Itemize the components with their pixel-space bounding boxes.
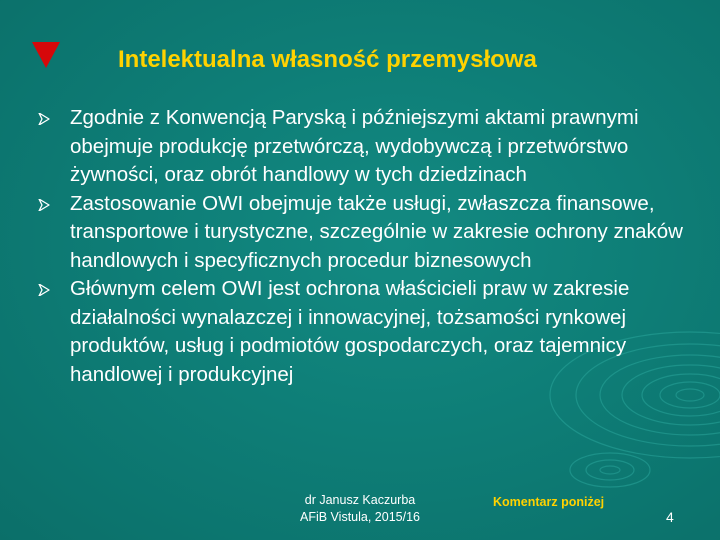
bullet-item (38, 275, 698, 389)
bullet-text: Zgodnie z Konwencją Paryską i późniejszymi aktami prawnymi obejmuje produkcję przetwórczą, wydobywczą i przetwórstwo żywności, oraz obrót handlowy w tych dziedzinach (70, 106, 639, 186)
page-number: 4 (666, 509, 674, 525)
bullet-text: Zastosowanie OWI obejmuje także usługi, zwłaszcza finansowe, transportowe i turystyczne, szczególnie w zakresie ochrony znaków handlowych i specyficznych procedur biznesowych (70, 191, 683, 272)
arrowhead-right-icon (38, 284, 50, 296)
triangle-down-icon (32, 42, 60, 68)
arrowhead-right-icon (38, 113, 50, 125)
slide-title: Intelektualna własność przemysłowa (118, 46, 537, 73)
bullet-list (38, 104, 698, 389)
bullet-text: Głównym celem OWI jest ochrona właścicieli praw w zakresie działalności wynalazczej i innowacyjnej, tożsamości rynkowej produktów, usług i podmiotów gospodarczych, oraz tajemnicy handlowej i produkcyjnej (70, 277, 630, 386)
bullet-item (38, 190, 698, 276)
footer-author (278, 492, 442, 526)
comment-note: Komentarz poniżej (493, 495, 605, 509)
arrowhead-right-icon (38, 199, 50, 211)
author-affiliation: AFiB Vistula, 2015/16 (300, 510, 420, 524)
bullet-item (38, 104, 698, 190)
author-name: dr Janusz Kaczurba (304, 493, 416, 507)
